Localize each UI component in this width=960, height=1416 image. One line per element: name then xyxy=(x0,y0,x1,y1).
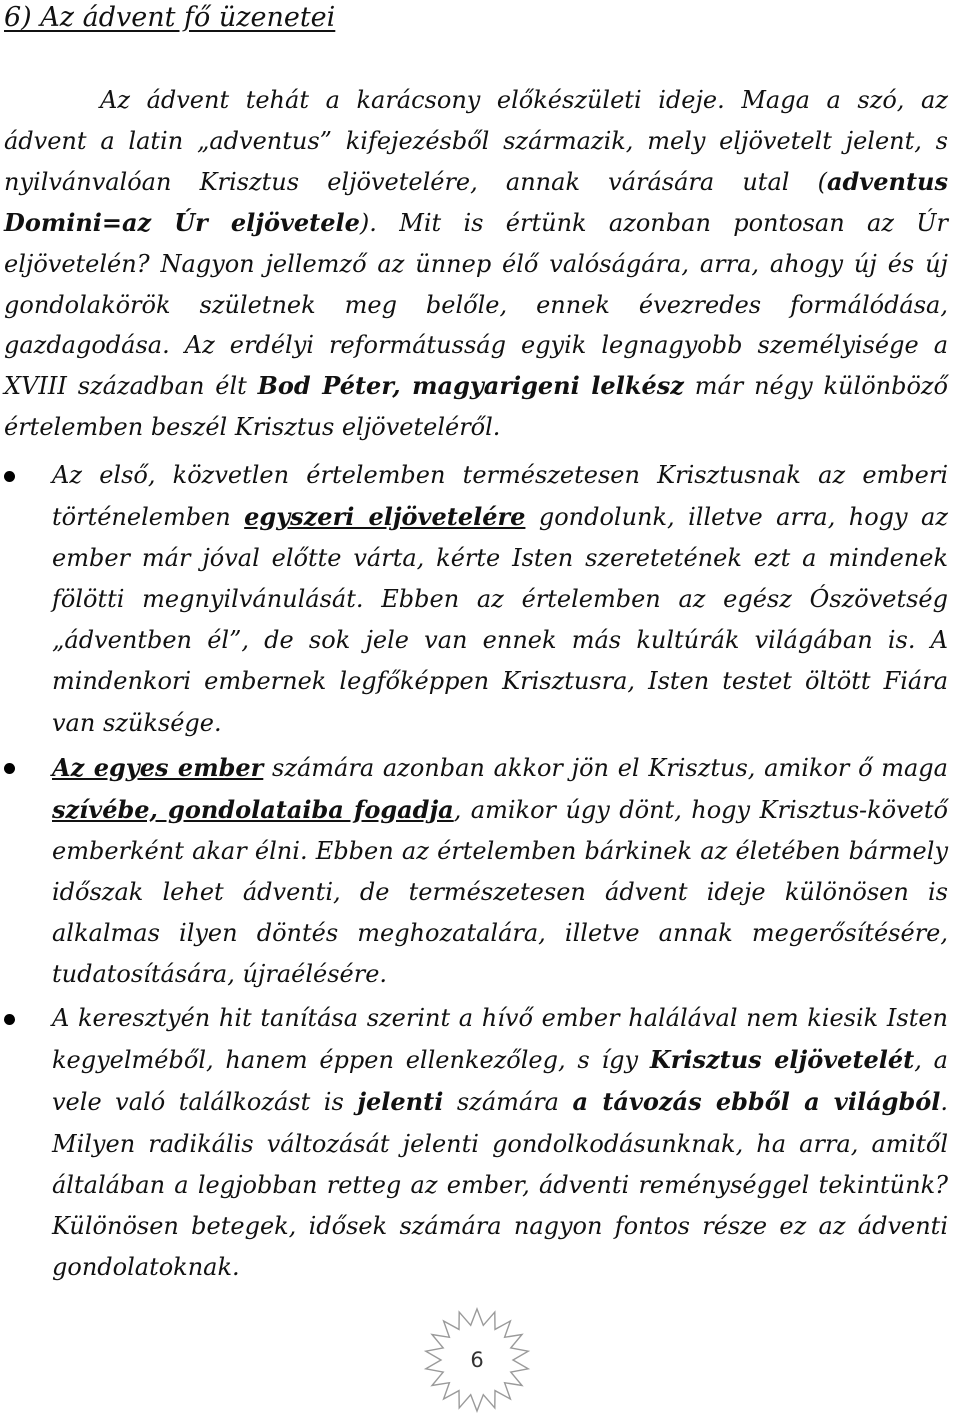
bullet-3-bold-1: Krisztus eljövetelét xyxy=(649,1045,915,1075)
bullet-1-text-1: Az első, közvetlen értelemben természetesen Krisztusnak az emberi történelemben xyxy=(52,461,948,532)
page-number-badge xyxy=(414,1304,540,1414)
intro-text-2: ). Mit is értünk azonban pontosan az Úr eljövetelén? Nagyon jellemző az ünnep élő valóságára, arra, ahogy új és új gondolakörök születnek meg belőle, ennek évezredes formálódása, gazdagodása. Az erdélyi reformátusság egyik legnagyobb személyisége a XVIII században élt xyxy=(4,208,948,401)
bullet-item-3 xyxy=(0,998,948,1288)
intro-bold-2: Bod Péter, magyarigeni lelkész xyxy=(257,371,684,401)
intro-bold-1: adventus Domini=az Úr eljövetele xyxy=(4,166,948,237)
intro-text-1: Az ádvent tehát a karácsony előkészületi ideje. Maga a szó, az ádvent a latin „adventus” kifejezésből származik, mely eljövetelt jelent, s nyilvánvalóan Krisztus eljövetelére, annak várására utal ( xyxy=(4,86,948,196)
bullet-list xyxy=(0,455,948,1288)
bullet-item-2 xyxy=(0,747,948,996)
page-number: 6 xyxy=(470,1348,484,1372)
section-heading: 6) Az ádvent fő üzenetei xyxy=(4,2,336,33)
intro-paragraph xyxy=(4,80,948,448)
bullet-2-bold-1: szívébe, gondolataiba fogadja xyxy=(52,794,454,824)
bullet-dot-icon xyxy=(4,763,15,774)
bullet-2-text-1: számára azonban akkor jön el Krisztus, amikor ő maga xyxy=(263,753,948,782)
bullet-3-bold-2: jelenti xyxy=(357,1087,444,1117)
bullet-dot-icon xyxy=(4,1014,15,1025)
bullet-3-bold-3: a távozás ebből a világból xyxy=(572,1087,941,1117)
bullet-3-text-2: , a vele való találkozást is xyxy=(52,1046,948,1117)
bullet-1-text-2: gondolunk, illetve arra, hogy az ember már jóval előtte várta, kérte Isten szeretetének ezt a mindenek fölötti megnyilvánulását. Ebben az értelemben az egész Ószövetség „ádventben él”, de sok jele van ennek más kultúrák világában is. A mindenkori embernek legfőképpen Krisztusra, Isten testet öltött Fiára van szüksége. xyxy=(52,503,948,737)
bullet-1-bold-1: egyszeri eljövetelére xyxy=(244,502,526,532)
bullet-2-bold-0: Az egyes ember xyxy=(52,752,264,782)
bullet-item-1 xyxy=(0,455,948,744)
bullet-2-text-2: , amikor úgy dönt, hogy Krisztus-követő emberként akar élni. Ebben az értelemben bárkinek az életében bármely időszak lehet ádventi, de természetesen ádvent ideje különösen is alkalmas ilyen döntés meghozatalára, illetve annak megerősítésére, tudatosítására, újraélésére. xyxy=(52,795,948,989)
bullet-3-text-1: A keresztyén hit tanítása szerint a hívő ember halálával nem kiesik Isten kegyelméből, hanem éppen ellenkezőleg, s így xyxy=(52,1004,948,1075)
intro-text-3: már négy különböző értelemben beszél Krisztus eljöveteléről. xyxy=(4,372,949,442)
bullet-3-text-4: . Milyen radikális változását jelenti gondolkodásunknak, ha arra, amitől általában a legjobban retteg az ember, ádventi reménységgel tekintünk? Különösen betegek, idősek számára nagyon fontos része ez az ádventi gondolatoknak. xyxy=(52,1088,948,1281)
bullet-3-text-3: számára xyxy=(443,1088,573,1117)
bullet-dot-icon xyxy=(4,471,15,482)
